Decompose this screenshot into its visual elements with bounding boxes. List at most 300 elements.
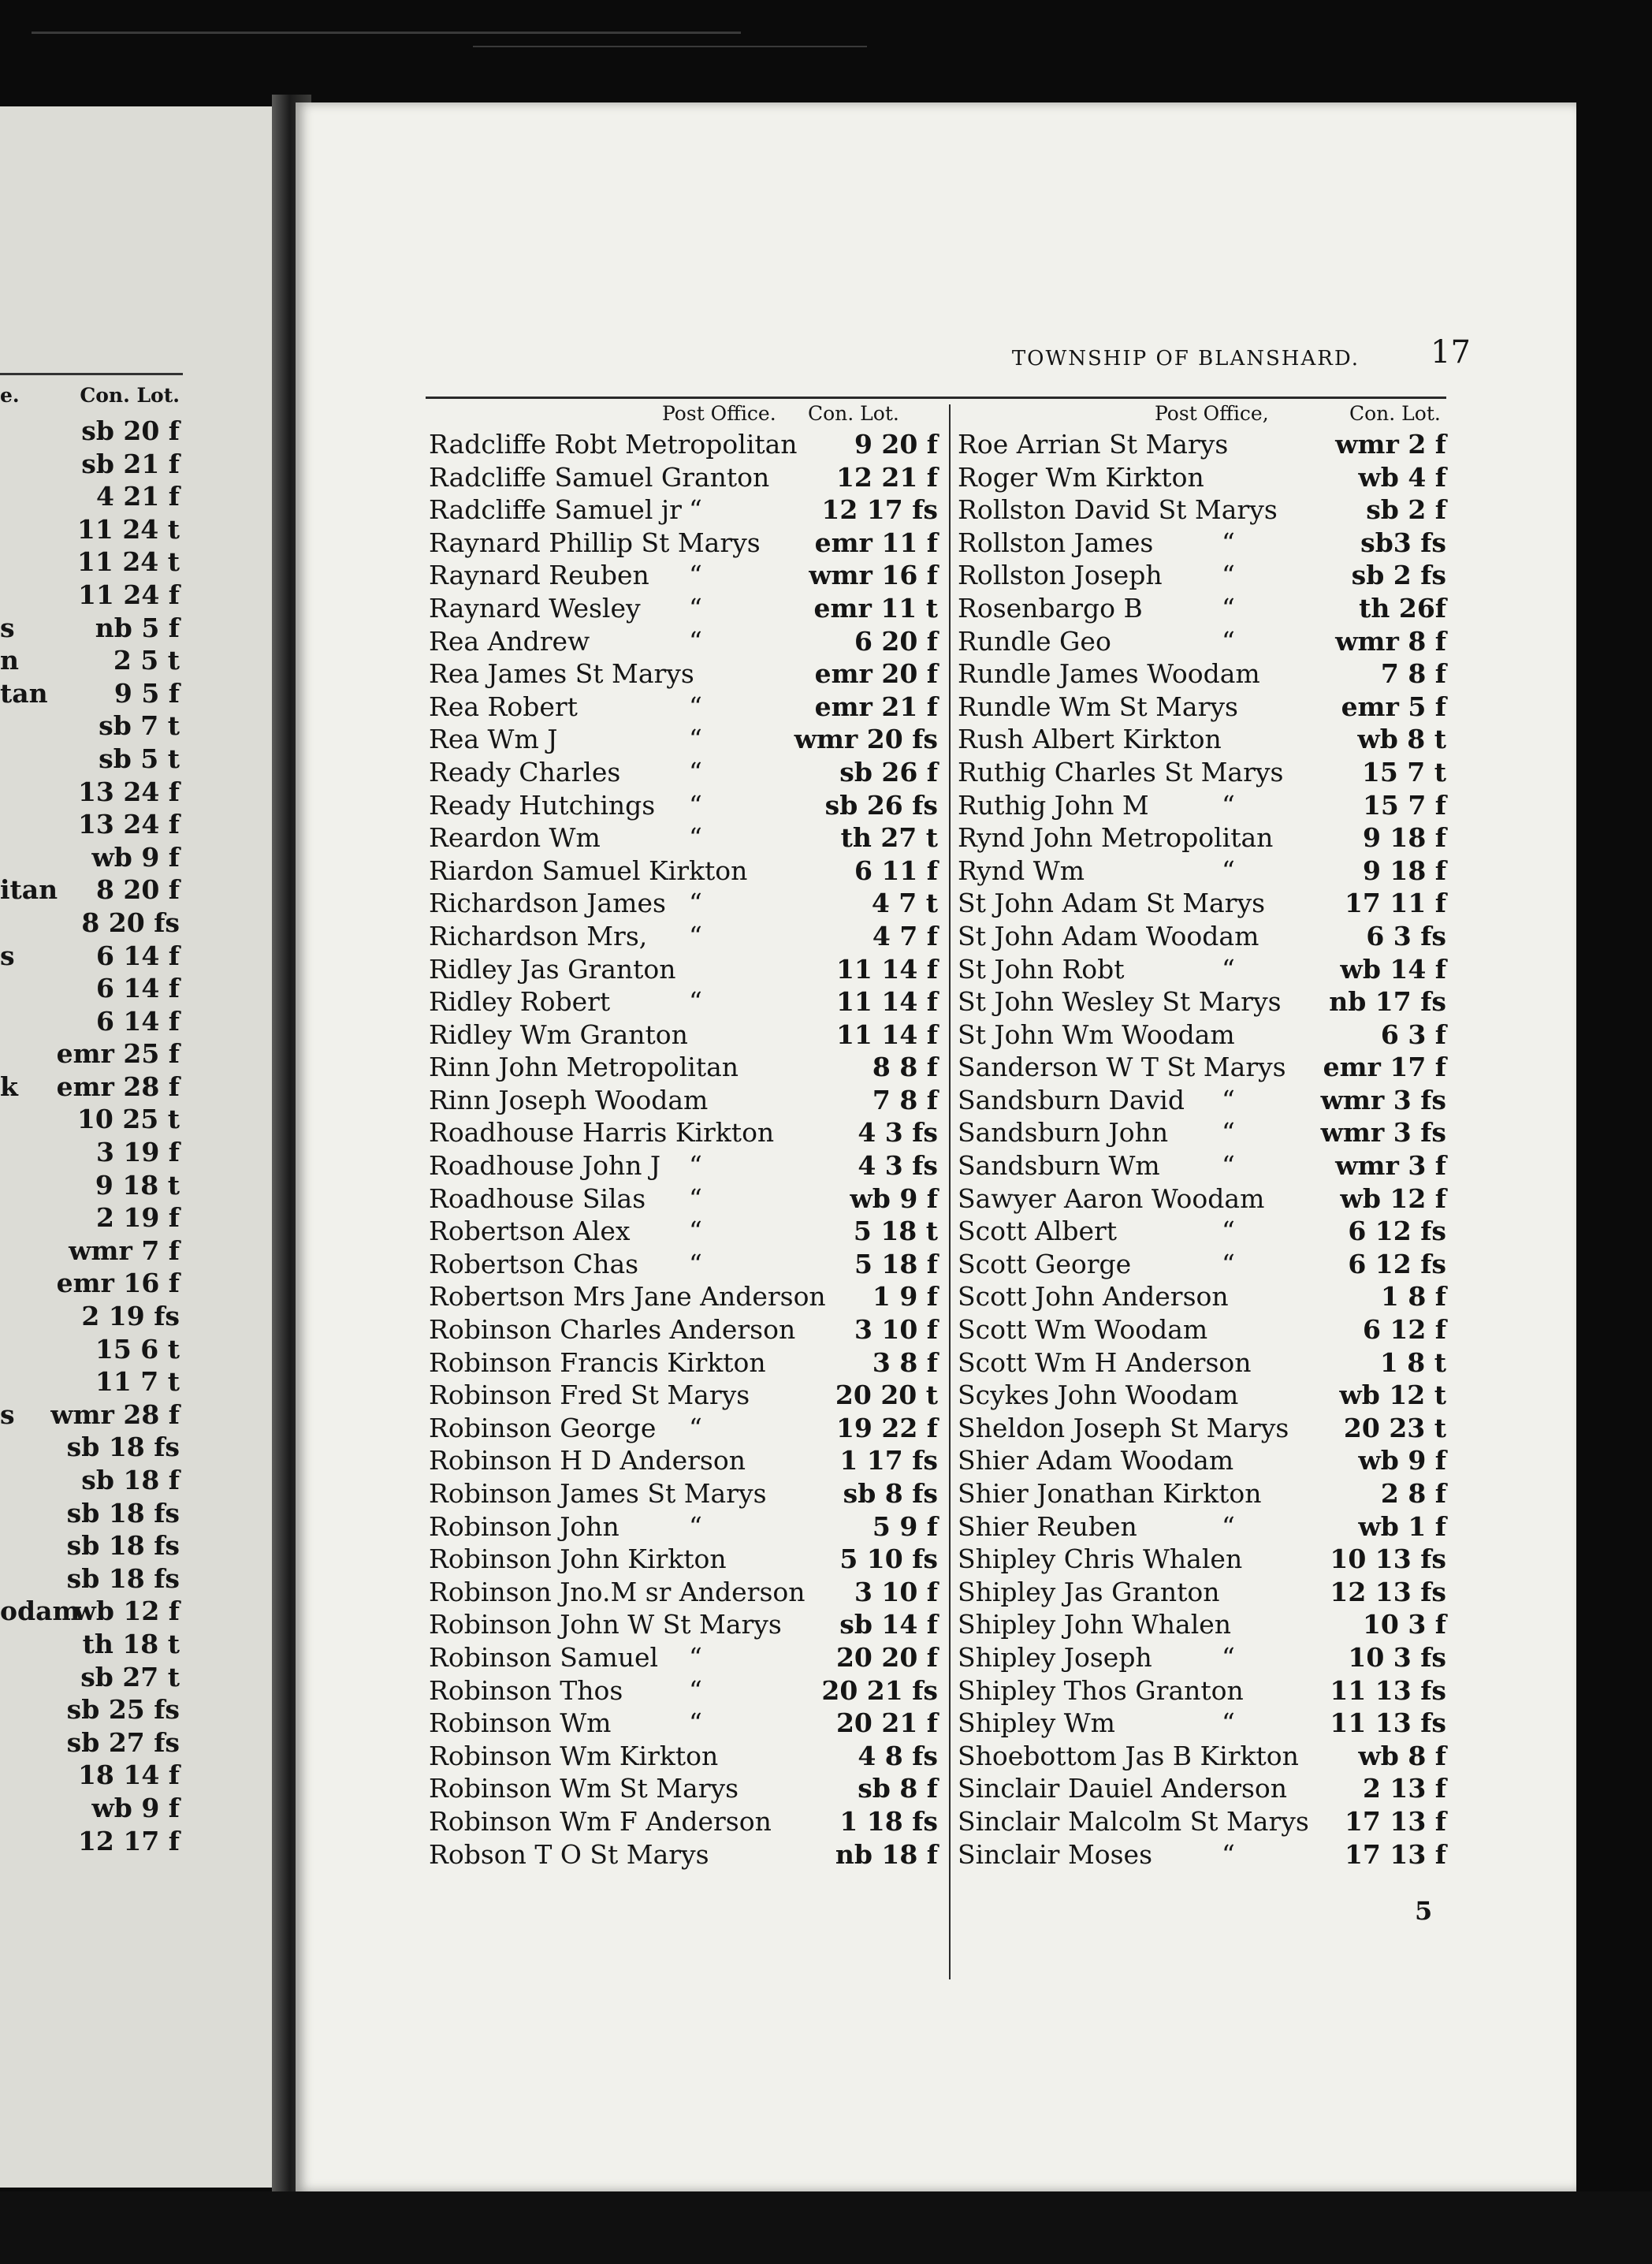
left-page-line	[0, 1793, 180, 1826]
directory-entry	[429, 1281, 938, 1314]
ditto-mark: “	[689, 1216, 702, 1247]
resident-name: Scott John Anderson	[958, 1281, 1229, 1313]
resident-name: Roe Arrian St Marys	[958, 429, 1229, 460]
con-lot-value: 7 8 f	[872, 1084, 938, 1115]
left-page-con-lot: 6 14 f	[95, 940, 180, 971]
directory-entry	[429, 954, 938, 987]
resident-name: Scykes John Woodam	[958, 1380, 1239, 1411]
directory-entry	[429, 429, 938, 462]
left-page-line	[0, 1137, 180, 1170]
directory-entry	[958, 822, 1446, 855]
ditto-mark: “	[689, 1510, 702, 1542]
con-lot-value: wb 9 f	[850, 1182, 938, 1214]
ditto-mark: “	[689, 691, 702, 722]
left-page-fragment: s	[0, 612, 15, 643]
post-office-header-right: Post Office,	[1155, 402, 1269, 425]
directory-entry	[958, 1577, 1446, 1610]
directory-entry	[958, 429, 1446, 462]
left-page-con-lot: 13 24 f	[77, 776, 180, 807]
directory-entry	[429, 1609, 938, 1642]
directory-entry	[429, 1380, 938, 1413]
directory-entry	[958, 1707, 1446, 1741]
con-lot-value: 6 12 fs	[1348, 1248, 1446, 1279]
ditto-mark: “	[1222, 1117, 1235, 1149]
con-lot-value: 17 11 f	[1344, 888, 1446, 919]
left-page-line	[0, 1235, 180, 1268]
directory-entry	[958, 1675, 1446, 1708]
resident-name: Sandsburn John	[958, 1117, 1169, 1149]
ditto-mark: “	[689, 822, 702, 854]
directory-entry	[429, 888, 938, 921]
con-lot-value: emr 11 f	[814, 527, 938, 558]
ditto-mark: “	[689, 592, 702, 624]
left-page-con-lot: sb 5 t	[99, 743, 180, 774]
resident-name: Radcliffe Samuel Granton	[429, 461, 770, 493]
directory-entry	[429, 1085, 938, 1118]
con-lot-value: 2 13 f	[1362, 1773, 1446, 1804]
left-page-line	[0, 940, 180, 974]
con-lot-value: 4 8 fs	[858, 1740, 938, 1771]
left-page-line	[0, 1498, 180, 1531]
left-page-con-lot: sb 18 fs	[66, 1432, 180, 1463]
left-page-line	[0, 907, 180, 940]
left-page-con-lot: sb 7 t	[99, 710, 180, 742]
con-lot-value: sb 8 f	[858, 1773, 938, 1804]
left-page-con-lot: 11 7 t	[95, 1366, 180, 1398]
con-lot-value: wb 8 f	[1358, 1740, 1446, 1771]
resident-name: Radcliffe Robt Metropolitan	[429, 429, 798, 460]
left-page-line	[0, 579, 180, 613]
resident-name: Robertson Mrs Jane Anderson	[429, 1281, 826, 1313]
directory-entry	[958, 855, 1446, 888]
left-page-line	[0, 481, 180, 514]
page-number: 17	[1431, 334, 1471, 371]
left-page-con-lot: emr 16 f	[56, 1268, 180, 1299]
resident-name: Rinn John Metropolitan	[429, 1052, 739, 1083]
resident-name: St John Wm Woodam	[958, 1018, 1235, 1050]
con-lot-value: 3 10 f	[854, 1314, 938, 1346]
resident-name: St John Adam Woodam	[958, 920, 1259, 951]
con-lot-value: 17 13 f	[1344, 1805, 1446, 1837]
directory-entry	[958, 790, 1446, 823]
left-page-line	[0, 1465, 180, 1498]
resident-name: Robinson George	[429, 1412, 657, 1443]
directory-entry	[429, 822, 938, 855]
ditto-mark: “	[1222, 1510, 1235, 1542]
directory-entry	[429, 626, 938, 659]
con-lot-value: 1 8 t	[1379, 1346, 1446, 1378]
directory-entry	[958, 1806, 1446, 1839]
con-lot-value: 4 7 t	[871, 888, 938, 919]
directory-entry	[958, 986, 1446, 1019]
directory-entry	[429, 1806, 938, 1839]
left-page-line	[0, 710, 180, 743]
ditto-mark: “	[1222, 1707, 1235, 1739]
resident-name: Rundle James Woodam	[958, 658, 1260, 690]
left-page-con-lot: wmr 7 f	[69, 1234, 180, 1266]
directory-entry	[429, 691, 938, 724]
con-lot-value: 11 14 f	[835, 986, 938, 1018]
left-page-line	[0, 1202, 180, 1235]
con-lot-value: wb 14 f	[1340, 953, 1446, 985]
left-page-con-lot: 8 20 f	[95, 874, 180, 906]
directory-entry	[958, 1347, 1446, 1380]
con-lot-value: 20 21 f	[835, 1707, 938, 1739]
con-lot-value: 12 21 f	[835, 461, 938, 493]
directory-entry	[958, 1478, 1446, 1511]
ditto-mark: “	[689, 756, 702, 788]
con-lot-value: sb 26 f	[839, 756, 938, 788]
header-rule	[426, 397, 1446, 399]
left-page-line	[0, 1563, 180, 1596]
left-page-fragment: n	[0, 645, 19, 676]
left-page-line	[0, 1694, 180, 1727]
left-page-con-lot: 11 24 t	[76, 513, 180, 545]
left-page-con-lot: th 18 t	[82, 1628, 180, 1659]
directory-entry	[958, 954, 1446, 987]
resident-name: Shoebottom Jas B Kirkton	[958, 1740, 1299, 1771]
left-page-fragment: itan	[0, 874, 58, 906]
left-page-lines	[0, 415, 180, 1858]
left-page-con-lot: sb 25 fs	[66, 1694, 180, 1726]
con-lot-value: 5 18 f	[854, 1248, 938, 1279]
resident-name: Shier Jonathan Kirkton	[958, 1478, 1262, 1509]
left-page-con-lot: sb 18 fs	[66, 1530, 180, 1562]
directory-entry	[958, 1511, 1446, 1544]
ditto-mark: “	[1222, 953, 1235, 985]
ditto-mark: “	[1222, 527, 1235, 558]
resident-name: Robinson Jno.M sr Anderson	[429, 1576, 806, 1607]
directory-entry	[429, 1445, 938, 1478]
left-page-con-lot: 2 19 fs	[81, 1301, 180, 1332]
con-lot-value: 11 14 f	[835, 953, 938, 985]
left-page-con-lot: emr 25 f	[56, 1038, 180, 1070]
resident-name: Rynd John Metropolitan	[958, 822, 1274, 854]
con-lot-value: 9 18 f	[1362, 855, 1446, 886]
con-lot-value: sb3 fs	[1360, 527, 1446, 558]
resident-name: Ridley Robert	[429, 986, 611, 1018]
directory-entry	[958, 527, 1446, 560]
con-lot-value: 20 20 f	[835, 1641, 938, 1673]
directory-entry	[429, 462, 938, 495]
directory-entry	[958, 1609, 1446, 1642]
directory-entry	[958, 1281, 1446, 1314]
left-page-line	[0, 1432, 180, 1465]
resident-name: Shipley Jas Granton	[958, 1576, 1220, 1607]
resident-name: Raynard Wesley	[429, 592, 641, 624]
directory-entry	[958, 1380, 1446, 1413]
con-lot-value: 1 8 f	[1380, 1281, 1446, 1313]
directory-entry	[429, 1577, 938, 1610]
left-page-line	[0, 645, 180, 678]
left-page-con-lot: nb 5 f	[95, 612, 180, 643]
directory-entry	[429, 1543, 938, 1577]
directory-entry	[958, 724, 1446, 757]
resident-name: Robinson James St Marys	[429, 1478, 767, 1509]
left-page-line	[0, 514, 180, 547]
con-lot-value: emr 21 f	[814, 691, 938, 722]
con-lot-value: 11 13 fs	[1330, 1674, 1446, 1706]
resident-name: Robertson Chas	[429, 1248, 639, 1279]
con-lot-value: emr 5 f	[1341, 691, 1446, 722]
resident-name: Shier Adam Woodam	[958, 1445, 1234, 1476]
resident-name: St John Robt	[958, 953, 1125, 985]
resident-name: Rundle Geo	[958, 625, 1111, 657]
con-lot-value: 5 9 f	[872, 1510, 938, 1542]
left-page-con-lot: sb 21 f	[81, 448, 180, 479]
resident-name: Robertson Alex	[429, 1216, 631, 1247]
directory-entry	[429, 1019, 938, 1052]
con-lot-value: 10 3 f	[1362, 1609, 1446, 1640]
directory-entry	[429, 1773, 938, 1806]
right-entry-list	[958, 429, 1446, 1871]
con-lot-value: 12 17 fs	[821, 494, 938, 526]
directory-entry	[429, 658, 938, 691]
resident-name: Scott Albert	[958, 1216, 1118, 1247]
directory-entry	[429, 1511, 938, 1544]
ditto-mark: “	[689, 888, 702, 919]
directory-entry	[429, 593, 938, 626]
left-page-con-lot: emr 28 f	[56, 1071, 180, 1102]
left-page-line	[0, 1727, 180, 1760]
ditto-mark: “	[689, 625, 702, 657]
directory-entry	[429, 1642, 938, 1675]
ditto-mark: “	[689, 789, 702, 821]
resident-name: Robinson Wm	[429, 1707, 612, 1739]
con-lot-value: 11 14 f	[835, 1018, 938, 1050]
con-lot-value: wb 1 f	[1358, 1510, 1446, 1542]
resident-name: Shipley Joseph	[958, 1641, 1152, 1673]
left-page-con-lot: wmr 28 f	[50, 1398, 180, 1430]
ditto-mark: “	[689, 1412, 702, 1443]
left-entry-list	[429, 429, 938, 1871]
left-page-rule	[0, 373, 183, 375]
ditto-mark: “	[1222, 1084, 1235, 1115]
left-page-line	[0, 809, 180, 842]
left-page-fragment: odam	[0, 1596, 80, 1627]
left-page-line	[0, 1662, 180, 1695]
left-page-line	[0, 1104, 180, 1137]
con-lot-value: wmr 16 f	[809, 560, 938, 591]
con-lot-value: 6 3 f	[1380, 1018, 1446, 1050]
resident-name: Robinson Wm Kirkton	[429, 1740, 719, 1771]
directory-entry	[429, 1249, 938, 1282]
resident-name: Scott George	[958, 1248, 1132, 1279]
con-lot-value: sb 2 f	[1366, 494, 1446, 526]
directory-entry	[429, 527, 938, 560]
ditto-mark: “	[1222, 592, 1235, 624]
ditto-mark: “	[689, 920, 702, 951]
left-page-line	[0, 1366, 180, 1399]
directory-entry	[958, 888, 1446, 921]
resident-name: Robinson John W St Marys	[429, 1609, 782, 1640]
left-page-line	[0, 973, 180, 1006]
left-page-line	[0, 776, 180, 810]
con-lot-value: 20 23 t	[1343, 1412, 1446, 1443]
directory-entry	[958, 593, 1446, 626]
resident-name: Rollston Joseph	[958, 560, 1163, 591]
directory-entry	[958, 1019, 1446, 1052]
resident-name: St John Adam St Marys	[958, 888, 1266, 919]
resident-name: Rollston David St Marys	[958, 494, 1278, 526]
con-lot-value: wmr 3 f	[1335, 1150, 1446, 1182]
resident-name: Roger Wm Kirkton	[958, 461, 1204, 493]
directory-entry	[958, 1773, 1446, 1806]
directory-entry	[429, 986, 938, 1019]
resident-name: Rundle Wm St Marys	[958, 691, 1238, 722]
left-page-con-lot: 12 17 f	[77, 1825, 180, 1856]
directory-entry	[958, 1314, 1446, 1347]
directory-entry	[958, 1117, 1446, 1150]
directory-entry	[958, 1543, 1446, 1577]
resident-name: Ready Hutchings	[429, 789, 656, 821]
resident-name: Sinclair Dauiel Anderson	[958, 1773, 1288, 1804]
directory-entry	[429, 494, 938, 527]
directory-entry	[958, 1085, 1446, 1118]
resident-name: Robinson Wm St Marys	[429, 1773, 739, 1804]
left-page-line	[0, 1038, 180, 1071]
directory-entry	[429, 1117, 938, 1150]
resident-name: Rea Wm J	[429, 724, 558, 755]
directory-entry	[429, 1150, 938, 1183]
left-page-line	[0, 678, 180, 711]
left-page-line	[0, 1170, 180, 1203]
resident-name: Shipley John Whalen	[958, 1609, 1232, 1640]
left-page-con-lot: 6 14 f	[95, 1005, 180, 1037]
directory-entry	[958, 1445, 1446, 1478]
con-lot-value: wb 12 f	[1340, 1182, 1446, 1214]
con-lot-value: 20 20 t	[835, 1380, 938, 1411]
con-lot-value: 12 13 fs	[1330, 1576, 1446, 1607]
resident-name: Robinson Wm F Anderson	[429, 1805, 772, 1837]
con-lot-value: 6 12 fs	[1348, 1216, 1446, 1247]
scan-artifact	[473, 46, 867, 47]
directory-entry	[958, 1150, 1446, 1183]
directory-entry	[958, 1741, 1446, 1774]
con-lot-value: 1 18 fs	[839, 1805, 938, 1837]
directory-entry	[429, 1347, 938, 1380]
left-page-fragment: tan	[0, 677, 48, 709]
resident-name: Robinson Francis Kirkton	[429, 1346, 766, 1378]
con-lot-value: wmr 3 fs	[1320, 1117, 1446, 1149]
ditto-mark: “	[1222, 560, 1235, 591]
resident-name: Ruthig Charles St Marys	[958, 756, 1284, 788]
left-page-con-lot-header: Con. Lot.	[80, 384, 180, 407]
left-page-line	[0, 1301, 180, 1334]
resident-name: Sandsburn David	[958, 1084, 1185, 1115]
con-lot-value: 19 22 f	[835, 1412, 938, 1443]
resident-name: Raynard Phillip St Marys	[429, 527, 761, 558]
resident-name: Scott Wm Woodam	[958, 1314, 1208, 1346]
resident-name: Rosenbargo B	[958, 592, 1143, 624]
con-lot-value: sb 14 f	[839, 1609, 938, 1640]
left-page-con-lot: 2 5 t	[113, 645, 180, 676]
con-lot-value: 8 8 f	[872, 1052, 938, 1083]
con-lot-value: 6 12 f	[1362, 1314, 1446, 1346]
resident-name: Shipley Thos Granton	[958, 1674, 1244, 1706]
resident-name: Roadhouse Harris Kirkton	[429, 1117, 775, 1149]
left-page-con-lot: sb 18 fs	[66, 1497, 180, 1529]
directory-entry	[429, 1675, 938, 1708]
con-lot-value: 6 20 f	[854, 625, 938, 657]
left-facing-page	[0, 106, 272, 2188]
scan-border	[0, 2191, 1652, 2264]
con-lot-value: wmr 20 fs	[794, 724, 938, 755]
post-office-header: Post Office.	[662, 402, 776, 425]
directory-page	[296, 102, 1576, 2191]
directory-entry	[429, 1216, 938, 1249]
left-page-con-lot: 11 24 t	[76, 546, 180, 578]
left-page-con-lot: 13 24 f	[77, 809, 180, 840]
resident-name: Rea Robert	[429, 691, 578, 722]
left-page-line	[0, 1071, 180, 1104]
con-lot-value: 15 7 t	[1361, 756, 1446, 788]
ditto-mark: “	[1222, 1838, 1235, 1870]
directory-entry	[958, 560, 1446, 593]
left-page-con-lot: sb 18 f	[81, 1465, 180, 1495]
resident-name: Robinson John Kirkton	[429, 1543, 727, 1575]
left-page-line	[0, 1826, 180, 1859]
column-divider	[949, 404, 951, 1979]
left-page-con-lot: 9 18 t	[95, 1169, 180, 1201]
directory-entry	[429, 1413, 938, 1446]
resident-name: Sawyer Aaron Woodam	[958, 1182, 1265, 1214]
con-lot-value: 3 10 f	[854, 1576, 938, 1607]
directory-entry	[958, 1183, 1446, 1216]
con-lot-value: 6 3 fs	[1366, 920, 1446, 951]
con-lot-value: 11 13 fs	[1330, 1707, 1446, 1739]
resident-name: Ridley Jas Granton	[429, 953, 676, 985]
con-lot-value: emr 11 t	[813, 592, 938, 624]
resident-name: Reardon Wm	[429, 822, 601, 854]
con-lot-value: wb 8 t	[1357, 724, 1446, 755]
left-page-line	[0, 613, 180, 646]
ditto-mark: “	[1222, 1150, 1235, 1182]
con-lot-value: 15 7 f	[1362, 789, 1446, 821]
resident-name: Rollston James	[958, 527, 1154, 558]
con-lot-value: 9 18 f	[1362, 822, 1446, 854]
page-heading	[296, 347, 1446, 371]
resident-name: Shipley Chris Whalen	[958, 1543, 1243, 1575]
directory-entry	[958, 462, 1446, 495]
resident-name: Robinson Charles Anderson	[429, 1314, 796, 1346]
resident-name: Roadhouse Silas	[429, 1182, 646, 1214]
resident-name: Robinson Thos	[429, 1674, 623, 1706]
ditto-mark: “	[689, 1641, 702, 1673]
left-page-con-lot: 11 24 f	[77, 579, 180, 610]
ditto-mark: “	[689, 986, 702, 1018]
ditto-mark: “	[1222, 1641, 1235, 1673]
directory-entry	[958, 1216, 1446, 1249]
resident-name: Radcliffe Samuel jr	[429, 494, 682, 526]
ditto-mark: “	[1222, 625, 1235, 657]
left-page-con-lot: wb 9 f	[91, 841, 180, 873]
resident-name: Roadhouse John J	[429, 1150, 661, 1182]
left-page-con-lot: sb 20 f	[81, 415, 180, 446]
ditto-mark: “	[689, 560, 702, 591]
resident-name: Raynard Reuben	[429, 560, 649, 591]
left-page-con-lot: 8 20 fs	[81, 907, 180, 938]
ditto-mark: “	[1222, 1248, 1235, 1279]
left-page-fragment: s	[0, 940, 15, 971]
resident-name: Ruthig John M	[958, 789, 1149, 821]
resident-name: Sinclair Moses	[958, 1838, 1153, 1870]
con-lot-value: nb 17 fs	[1329, 986, 1446, 1018]
ditto-mark: “	[689, 1707, 702, 1739]
resident-name: Robinson H D Anderson	[429, 1445, 746, 1476]
directory-entry	[958, 1642, 1446, 1675]
directory-entry	[958, 1839, 1446, 1872]
